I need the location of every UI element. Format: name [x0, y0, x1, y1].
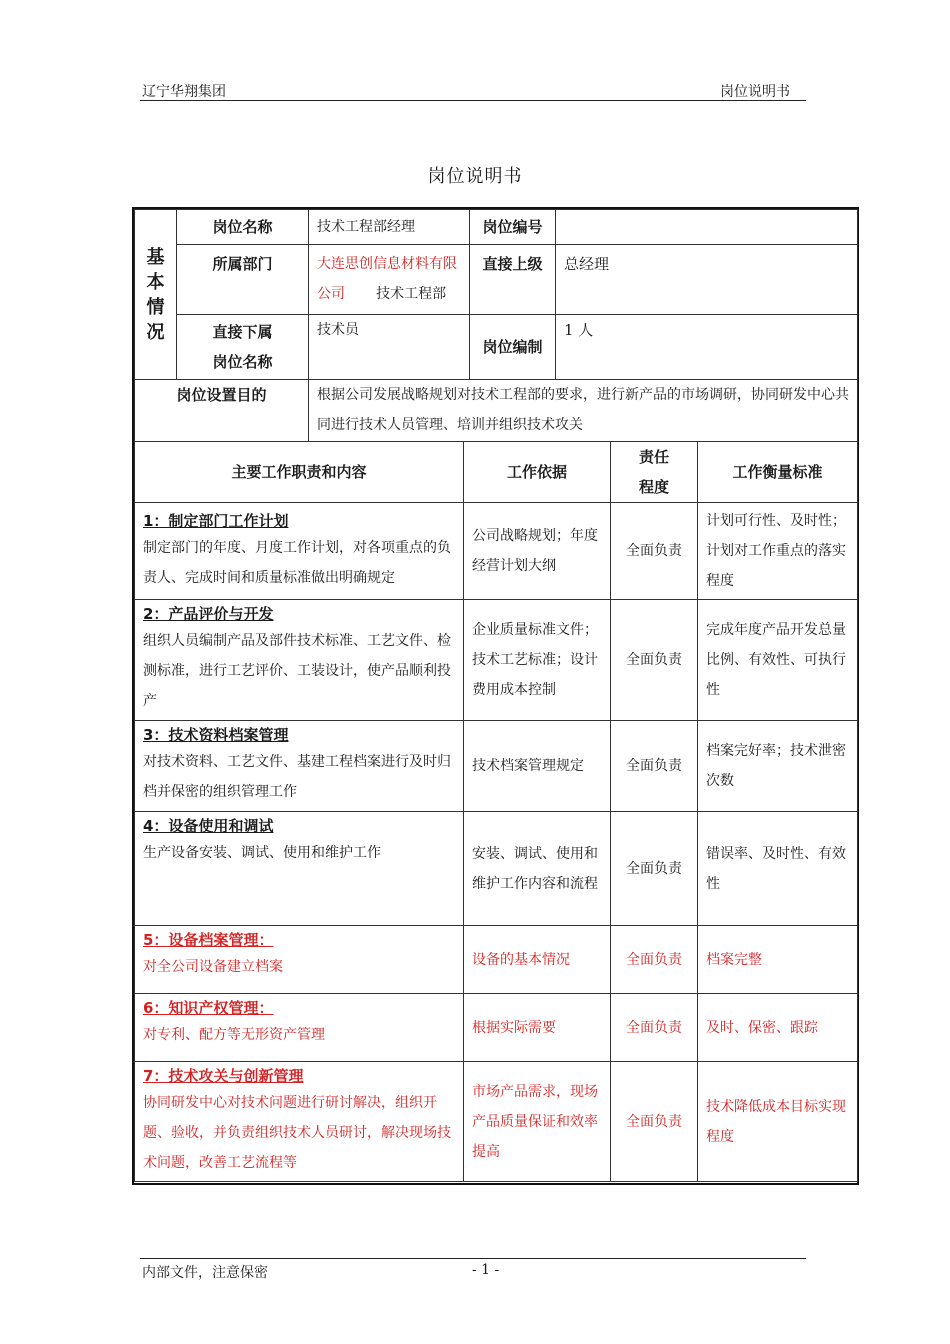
department-value: [309, 245, 470, 315]
duty-standard: 技术降低成本目标实现程度: [698, 1062, 858, 1182]
table-row: [135, 812, 858, 926]
duty-title: 2：产品评价与开发: [143, 605, 274, 623]
page-title: 岗位说明书: [427, 166, 523, 187]
duty-standard: 及时、保密、跟踪: [698, 994, 858, 1062]
duty-standard: 错误率、及时性、有效性: [698, 812, 858, 926]
footer-note: 内部文件，注意保密: [142, 1265, 268, 1281]
table-row: [135, 926, 858, 994]
duties-table: [134, 441, 858, 1182]
subordinate-label-2: 岗位名称: [212, 353, 273, 371]
subordinate-label-1: 直接下属: [212, 323, 273, 341]
duty-content: [135, 812, 464, 926]
duty-level: 全面负责: [611, 721, 698, 812]
duty-title: 4：设备使用和调试: [143, 817, 274, 835]
section-char: 况: [146, 321, 165, 343]
duty-basis: 技术档案管理规定: [464, 721, 611, 812]
duty-desc: 对全公司设备建立档案: [143, 959, 283, 975]
duty-content: [135, 994, 464, 1062]
supervisor-label: 直接上级: [470, 245, 556, 315]
basic-section-label: [135, 210, 177, 380]
section-char: 基: [146, 246, 165, 268]
section-char: 本: [146, 271, 165, 293]
duty-level: 全面负责: [611, 926, 698, 994]
col-duties-header: 主要工作职责和内容: [135, 442, 464, 503]
position-name-label: 岗位名称: [177, 210, 309, 245]
duty-desc: 生产设备安装、调试、使用和维护工作: [143, 845, 381, 861]
duty-level: 全面负责: [611, 1062, 698, 1182]
section-char: 情: [146, 296, 165, 318]
supervisor-value: 总经理: [556, 245, 858, 315]
duty-desc: 协同研发中心对技术问题进行研讨解决，组织开题、验收，并负责组织技术人员研讨，解决现场技术问题，改善工艺流程等: [143, 1095, 451, 1171]
duty-level: 全面负责: [611, 600, 698, 721]
col-level-line2: 程度: [638, 478, 669, 496]
duty-standard: 计划可行性、及时性；计划对工作重点的落实程度: [698, 503, 858, 600]
position-code-value: [556, 210, 858, 245]
duty-desc: 组织人员编制产品及部件技术标准、工艺文件、检测标准，进行工艺评价、工装设计，使产品顺利投产: [143, 633, 451, 709]
table-row: [135, 721, 858, 812]
duty-standard: 档案完好率；技术泄密次数: [698, 721, 858, 812]
purpose-label: 岗位设置目的: [135, 380, 309, 442]
subordinate-value: 技术员: [309, 315, 470, 380]
duty-level: 全面负责: [611, 503, 698, 600]
department-line2: 技术工程部: [376, 286, 447, 302]
duty-basis: 安装、调试、使用和维护工作内容和流程: [464, 812, 611, 926]
table-row: [135, 600, 858, 721]
col-level-line1: 责任: [638, 448, 669, 466]
duty-basis: 企业质量标准文件；技术工艺标准；设计费用成本控制: [464, 600, 611, 721]
table-row: [135, 1062, 858, 1182]
position-code-label: 岗位编号: [470, 210, 556, 245]
duty-basis: 市场产品需求，现场产品质量保证和效率提高: [464, 1062, 611, 1182]
duty-content: [135, 1062, 464, 1182]
duty-content: [135, 926, 464, 994]
duty-title: 6：知识产权管理：: [143, 999, 274, 1017]
department-label: 所属部门: [177, 245, 309, 315]
duty-basis: 设备的基本情况: [464, 926, 611, 994]
header-doc-type: 岗位说明书: [720, 84, 790, 100]
header-rule: [140, 100, 806, 101]
duty-title: 5：设备档案管理：: [143, 931, 274, 949]
headcount-value: 1 人: [556, 315, 858, 380]
col-basis-header: 工作依据: [464, 442, 611, 503]
duty-level: 全面负责: [611, 994, 698, 1062]
duty-content: [135, 600, 464, 721]
duty-basis: 根据实际需要: [464, 994, 611, 1062]
header-company: 辽宁华翔集团: [142, 84, 226, 100]
table-row: [135, 503, 858, 600]
purpose-value: 根据公司发展战略规划对技术工程部的要求，进行新产品的市场调研，协同研发中心共同进行技术人员管理、培训并组织技术攻关: [309, 380, 858, 442]
duty-basis: 公司战略规划；年度经营计划大纲: [464, 503, 611, 600]
col-level-header: [611, 442, 698, 503]
department-line1: 大连思创信息材料有限: [317, 256, 457, 272]
footer-rule: [140, 1258, 806, 1259]
duty-title: 1：制定部门工作计划: [143, 512, 289, 530]
duty-standard: 档案完整: [698, 926, 858, 994]
duty-title: 3：技术资料档案管理: [143, 726, 289, 744]
duty-title: 7：技术攻关与创新管理: [143, 1067, 304, 1085]
col-standard-header: 工作衡量标准: [698, 442, 858, 503]
duty-content: [135, 721, 464, 812]
duty-level: 全面负责: [611, 812, 698, 926]
table-row: [135, 994, 858, 1062]
subordinate-label: [177, 315, 309, 380]
duty-desc: 对技术资料、工艺文件、基建工程档案进行及时归档并保密的组织管理工作: [143, 754, 451, 800]
page-number: - 1 -: [472, 1262, 500, 1278]
duty-standard: 完成年度产品开发总量比例、有效性、可执行性: [698, 600, 858, 721]
position-name-value: 技术工程部经理: [309, 210, 470, 245]
basic-info-table: [134, 209, 858, 442]
duty-content: [135, 503, 464, 600]
department-line2-red: 公司: [317, 286, 345, 302]
duty-desc: 对专利、配方等无形资产管理: [143, 1027, 325, 1043]
duty-desc: 制定部门的年度、月度工作计划，对各项重点的负责人、完成时间和质量标准做出明确规定: [143, 540, 451, 586]
headcount-label: 岗位编制: [470, 315, 556, 380]
